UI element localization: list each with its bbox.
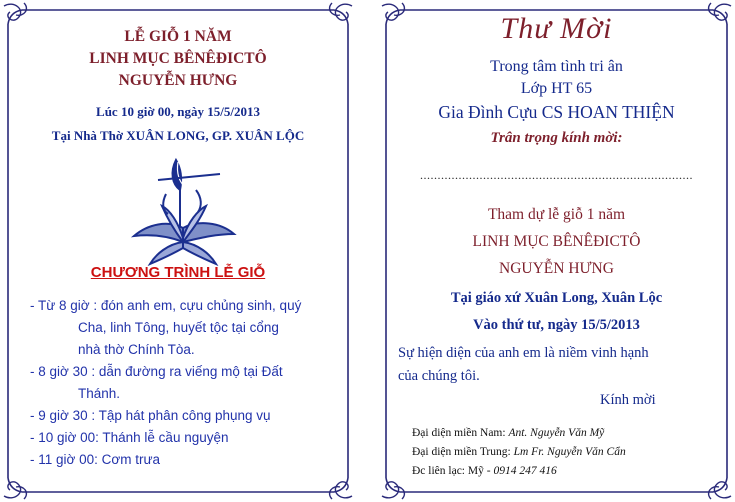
schedule-item-2: - 8 giờ 30 : dẫn đường ra viếng mộ tại Đất [30, 364, 283, 379]
family-line: Gia Đình Cựu CS HOAN THIỆN [438, 102, 675, 122]
contact-label: Đc liên lạc: Mỹ - [412, 465, 491, 477]
attend-line: Tham dự lễ giỗ 1 năm [487, 206, 626, 223]
time-line: Lúc 10 giờ 00, ngày 15/5/2013 [96, 104, 260, 119]
schedule-item-3: - 9 giờ 30 : Tập hát phân công phụng vụ [30, 408, 271, 423]
schedule-item-1-line2: Cha, linh Tông, huyết tộc tại cổng [78, 320, 279, 335]
rep-central [412, 446, 626, 458]
class-line: Lớp HT 65 [520, 80, 593, 97]
program-title: CHƯƠNG TRÌNH LỄ GIỖ [90, 264, 266, 281]
closing-line: Kính mời [600, 392, 656, 408]
contact-line [412, 465, 557, 477]
schedule-item-2-line2: Thánh. [78, 386, 121, 401]
candle-flower-emblem-icon [128, 150, 238, 268]
priest-name: NGUYỄN HƯNG [118, 72, 238, 89]
rep-central-label: Đại diện miền Trung: [412, 446, 511, 458]
right-card [378, 0, 735, 502]
priest-name-right: NGUYỄN HƯNG [499, 260, 614, 277]
priest-title-right: LINH MỤC BÊNÊĐICTÔ [472, 233, 641, 250]
rep-south [412, 427, 604, 439]
place-line: Tại Nhà Thờ XUÂN LONG, GP. XUÂN LỘC [51, 128, 305, 143]
invitation-heading: Thư Mời [500, 12, 613, 45]
left-card [0, 0, 356, 502]
schedule-item-1-line3: nhà thờ Chính Tòa. [78, 342, 195, 357]
schedule-item-1: - Từ 8 giờ : đón anh em, cựu chủng sinh, quý [30, 298, 302, 313]
honor-line-1: Sự hiện diện của anh em là niềm vinh hạnh [398, 345, 649, 361]
parish-line: Tại giáo xứ Xuân Long, Xuân Lộc [450, 290, 663, 306]
invite-line: Trân trọng kính mời: [490, 130, 623, 146]
guest-name-dotted-line: .............................................................................. [420, 168, 693, 182]
schedule-item-5: - 11 giờ 00: Cơm trưa [30, 452, 161, 467]
memorial-title: LỄ GIỖ 1 NĂM [124, 28, 232, 45]
honor-line-2: của chúng tôi. [398, 368, 480, 384]
rep-central-name: Lm Fr. Nguyễn Văn Cẩn [513, 446, 626, 458]
date-line: Vào thứ tư, ngày 15/5/2013 [473, 317, 640, 333]
priest-title: LINH MỤC BÊNÊĐICTÔ [89, 50, 267, 67]
rep-south-name: Ant. Nguyễn Văn Mỹ [508, 427, 605, 439]
schedule-item-4: - 10 giờ 00: Thánh lễ cầu nguyện [30, 430, 229, 445]
schedule-list [30, 296, 350, 476]
gratitude-line: Trong tâm tình tri ân [490, 58, 623, 75]
contact-phone: 0914 247 416 [493, 465, 557, 477]
rep-south-label: Đại diện miền Nam: [412, 427, 506, 439]
